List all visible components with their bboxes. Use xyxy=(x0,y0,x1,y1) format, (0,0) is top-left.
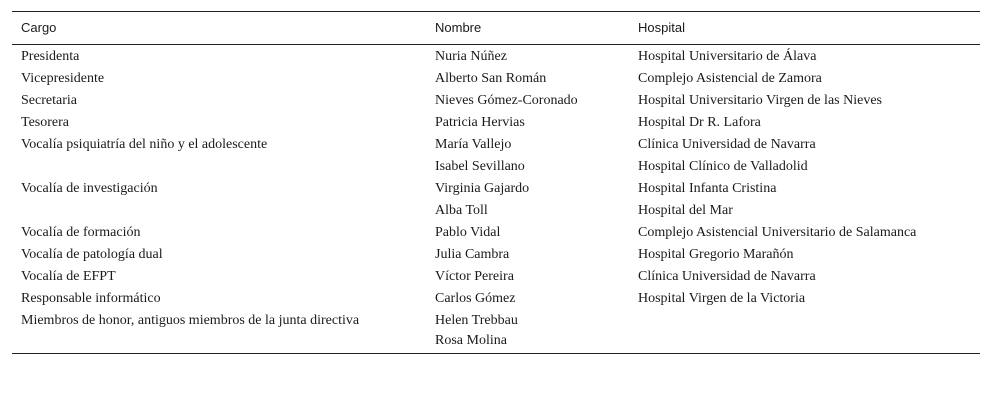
header-cargo: Cargo xyxy=(12,12,426,45)
cell-hospital xyxy=(629,112,980,134)
hospital-text: Hospital Universitario Virgen de las Nieves xyxy=(638,93,882,108)
cell-nombre xyxy=(426,222,629,244)
cell-cargo xyxy=(12,200,426,222)
nombre-text: Patricia Hervias xyxy=(435,115,525,130)
hospital-text: Hospital Universitario de Álava xyxy=(638,49,817,64)
hospital-text: Hospital Infanta Cristina xyxy=(638,181,777,196)
table-row xyxy=(12,156,980,178)
cell-nombre xyxy=(426,200,629,222)
hospital-text: Hospital Dr R. Lafora xyxy=(638,115,761,130)
nombre-text: Nieves Gómez-Coronado xyxy=(435,93,578,108)
hospital-text: Hospital Clínico de Valladolid xyxy=(638,159,808,174)
cell-nombre xyxy=(426,134,629,156)
nombre-text: Pablo Vidal xyxy=(435,225,501,240)
cell-nombre xyxy=(426,112,629,134)
hospital-text: Clínica Universidad de Navarra xyxy=(638,269,816,284)
cell-cargo: Presidenta xyxy=(21,49,80,64)
cell-cargo: Vicepresidente xyxy=(21,71,105,86)
cell-cargo xyxy=(12,156,426,178)
hospital-text: Complejo Asistencial Universitario de Salamanca xyxy=(638,225,917,240)
junta-table-container xyxy=(12,11,980,354)
cell-nombre xyxy=(426,310,629,354)
table-row xyxy=(12,68,980,90)
table-row xyxy=(12,178,980,200)
cell-hospital xyxy=(629,310,980,354)
table-row xyxy=(12,134,980,156)
cell-nombre xyxy=(426,288,629,310)
hospital-text: Hospital Virgen de la Victoria xyxy=(638,291,806,306)
table-row xyxy=(12,45,980,69)
cell-hospital xyxy=(629,156,980,178)
cell-cargo: Responsable informático xyxy=(21,291,161,306)
cell-nombre xyxy=(426,178,629,200)
table-row xyxy=(12,244,980,266)
nombre-text: Rosa Molina xyxy=(435,333,507,348)
cell-nombre xyxy=(426,244,629,266)
nombre-text: Alba Toll xyxy=(435,203,488,218)
cell-hospital xyxy=(629,288,980,310)
nombre-text: Helen Trebbau xyxy=(435,313,518,328)
cell-cargo: Vocalía de investigación xyxy=(21,181,158,196)
hospital-text: Clínica Universidad de Navarra xyxy=(638,137,816,152)
table-row xyxy=(12,200,980,222)
table-row xyxy=(12,222,980,244)
cell-nombre xyxy=(426,156,629,178)
cell-cargo: Vocalía de EFPT xyxy=(21,269,116,284)
cell-nombre xyxy=(426,266,629,288)
cell-hospital xyxy=(629,222,980,244)
cell-nombre xyxy=(426,45,629,69)
cell-hospital xyxy=(629,244,980,266)
cell-hospital xyxy=(629,266,980,288)
nombre-text: Nuria Núñez xyxy=(435,49,507,64)
table-row xyxy=(12,112,980,134)
table-row xyxy=(12,310,980,354)
table-row xyxy=(12,288,980,310)
nombre-text: Víctor Pereira xyxy=(435,269,514,284)
cell-hospital xyxy=(629,178,980,200)
nombre-text: Alberto San Román xyxy=(435,71,547,86)
junta-table xyxy=(12,11,980,354)
nombre-text: Virginia Gajardo xyxy=(435,181,530,196)
hospital-text: Hospital Gregorio Marañón xyxy=(638,247,794,262)
header-row xyxy=(12,12,980,45)
nombre-text: Julia Cambra xyxy=(435,247,510,262)
hospital-text: Hospital del Mar xyxy=(638,203,733,218)
table-header xyxy=(12,12,980,45)
table-row xyxy=(12,90,980,112)
cell-hospital xyxy=(629,200,980,222)
table-body xyxy=(12,45,980,354)
nombre-text: María Vallejo xyxy=(435,137,512,152)
cell-cargo: Vocalía psiquiatría del niño y el adolescente xyxy=(21,137,268,152)
cell-nombre xyxy=(426,68,629,90)
hospital-text: Complejo Asistencial de Zamora xyxy=(638,71,822,86)
table-row xyxy=(12,266,980,288)
cell-nombre xyxy=(426,90,629,112)
cell-cargo: Secretaria xyxy=(21,93,77,108)
header-nombre: Nombre xyxy=(426,12,629,45)
cell-cargo: Tesorera xyxy=(21,115,69,130)
cell-hospital xyxy=(629,45,980,69)
cell-cargo: Miembros de honor, antiguos miembros de la junta directiva xyxy=(12,310,426,354)
nombre-text: Isabel Sevillano xyxy=(435,159,525,174)
nombre-text: Carlos Gómez xyxy=(435,291,516,306)
cell-hospital xyxy=(629,68,980,90)
cell-cargo: Vocalía de formación xyxy=(21,225,141,240)
cell-hospital xyxy=(629,90,980,112)
cell-hospital xyxy=(629,134,980,156)
cell-cargo: Vocalía de patología dual xyxy=(21,247,163,262)
header-hospital: Hospital xyxy=(629,12,980,45)
